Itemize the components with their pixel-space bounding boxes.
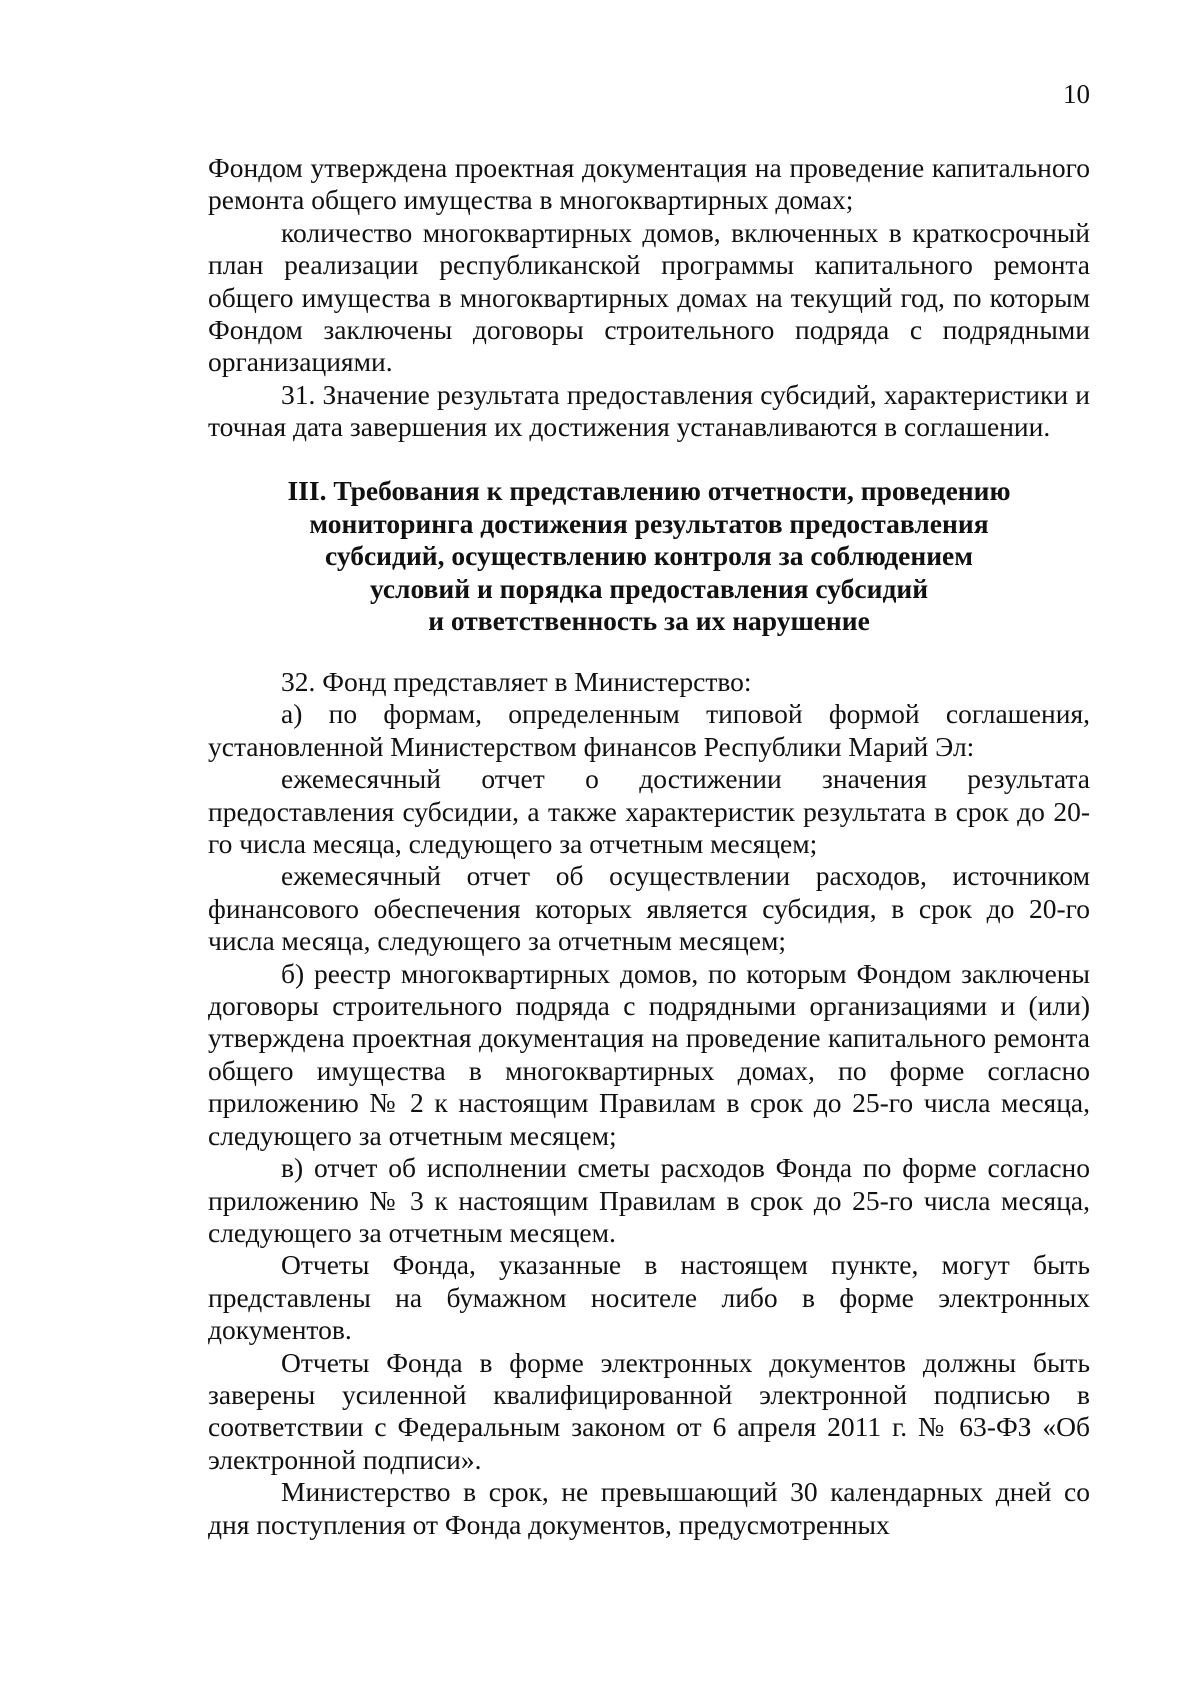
paragraph: Отчеты Фонда в форме электронных документов должны быть заверены усиленной квалифицированной электронной подписью в соответствии с Федеральным законом от 6 апреля 2011 г. № 63-ФЗ «Об электронной подписи». (208, 1346, 1090, 1475)
page-number: 10 (1063, 79, 1090, 109)
bottom-text-block (208, 666, 1090, 1541)
paragraph-subitem-a: а) по формам, определенным типовой формой соглашения, установленной Министерством финансов Республики Марий Эл: (208, 698, 1090, 762)
paragraph-item-31: 31. Значение результата предоставления субсидий, характеристики и точная дата завершения их достижения устанавливаются в соглашении. (208, 378, 1090, 443)
paragraph-item-32: 32. Фонд представляет в Министерство: (281, 666, 752, 697)
section-heading-line: условий и порядка предоставления субсидий (369, 572, 929, 604)
paragraph: ежемесячный отчет о достижении значения результата предоставления субсидии, а также характеристик результата в срок до 20-го числа месяца, следующего за отчетным месяцем; (208, 763, 1090, 860)
paragraph: ежемесячный отчет об осуществлении расходов, источником финансового обеспечения которых является субсидия, в срок до 20-го числа месяца, следующего за отчетным месяцем; (208, 860, 1090, 957)
section-heading-line: III. Требования к представлению отчетности, проведению (287, 475, 1011, 506)
paragraph: Министерство в срок, не превышающий 30 календарных дней со дня поступления от Фонда документов, предусмотренных (208, 1476, 1090, 1540)
paragraph: Фондом утверждена проектная документация на проведение капитального ремонта общего имущества в многоквартирных домах; (208, 152, 1090, 216)
paragraph-subitem-v: в) отчет об исполнении сметы расходов Фонда по форме согласно приложению № 3 к настоящим Правилам в срок до 25-го числа месяца, следующего за отчетным месяцем. (208, 1152, 1090, 1248)
paragraph-subitem-b: б) реестр многоквартирных домов, по которым Фондом заключены договоры строительного подряда с подрядными организациями и (или) утверждена проектная документация на проведение капитального ремонта общего имущества в многоквартирных домах, по форме согласно приложению № 2 к настоящим Правилам в срок до 25-го числа месяца, следующего за отчетным месяцем; (208, 957, 1090, 1151)
section-heading (208, 475, 1090, 638)
paragraph: количество многоквартирных домов, включенных в краткосрочный план реализации республиканской программы капитального ремонта общего имущества в многоквартирных домах на текущий год, по которым Фондом заключены договоры строительного подряда с подрядными организациями. (208, 216, 1090, 378)
top-text-block (208, 152, 1090, 444)
section-heading-line: субсидий, осуществлению контроля за соблюдением (325, 540, 973, 571)
paragraph: Отчеты Фонда, указанные в настоящем пункте, могут быть представлены на бумажном носителе либо в форме электронных документов. (208, 1249, 1090, 1346)
section-heading-line: мониторинга достижения результатов предоставления (309, 507, 989, 539)
section-heading-line: и ответственность за их нарушение (428, 605, 870, 636)
